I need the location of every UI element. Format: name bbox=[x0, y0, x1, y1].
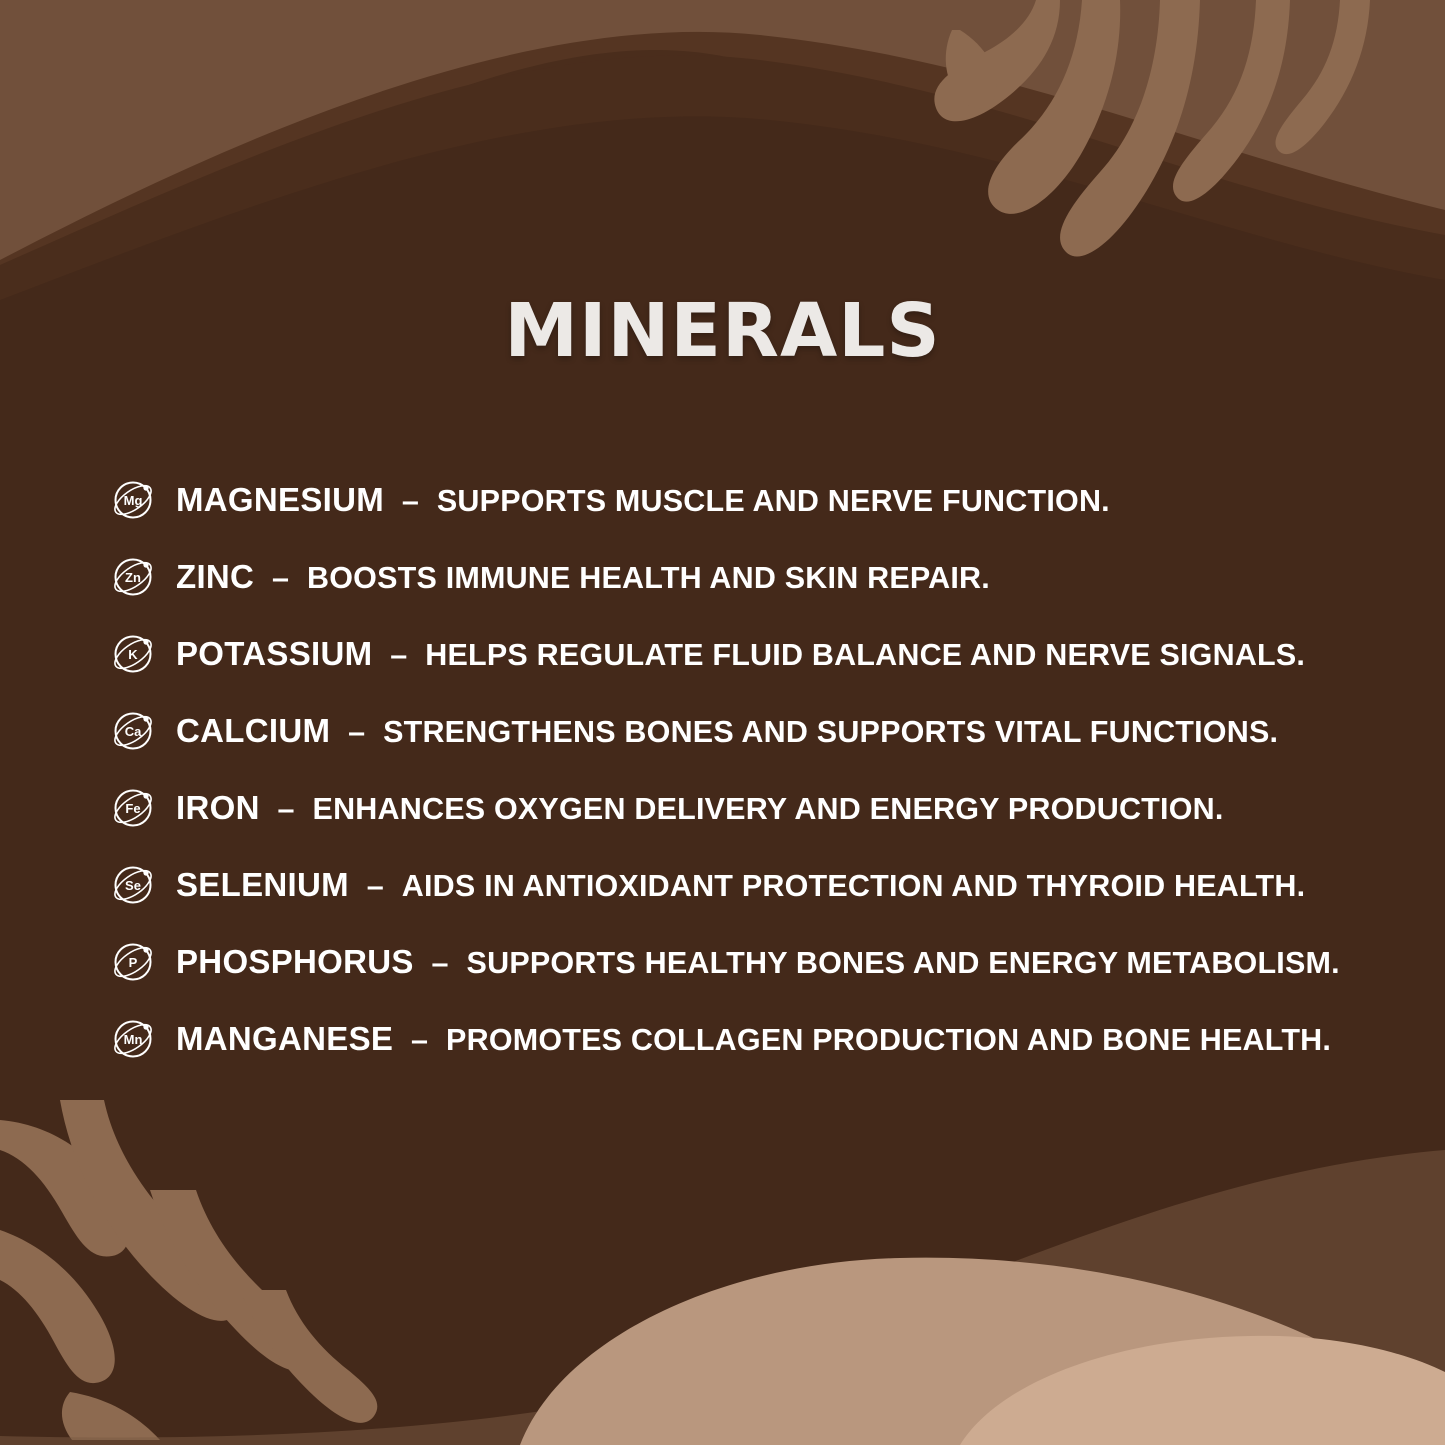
list-item bbox=[110, 770, 1375, 846]
list-item-text bbox=[176, 1020, 1331, 1058]
mineral-dash: – bbox=[390, 638, 408, 672]
mineral-description: STRENGTHENS BONES AND SUPPORTS VITAL FUNCTIONS. bbox=[383, 715, 1279, 749]
minerals-list bbox=[110, 462, 1375, 1078]
mineral-name: CALCIUM bbox=[176, 712, 331, 749]
list-item-text bbox=[176, 635, 1305, 673]
atom-icon-se bbox=[110, 862, 156, 908]
mineral-description: SUPPORTS HEALTHY BONES AND ENERGY METABOLISM. bbox=[466, 946, 1340, 980]
mineral-description: BOOSTS IMMUNE HEALTH AND SKIN REPAIR. bbox=[307, 561, 990, 595]
page-title: MINERALS bbox=[504, 288, 941, 374]
mineral-name: SELENIUM bbox=[176, 866, 349, 903]
list-item-text bbox=[176, 481, 1110, 519]
list-item bbox=[110, 693, 1375, 769]
mineral-description: AIDS IN ANTIOXIDANT PROTECTION AND THYROID HEALTH. bbox=[401, 869, 1306, 903]
mineral-dash: – bbox=[401, 484, 420, 518]
atom-icon-mn bbox=[110, 1016, 156, 1062]
atom-icon-p bbox=[110, 939, 156, 985]
mineral-dash: – bbox=[411, 1023, 429, 1057]
list-item-text bbox=[176, 943, 1340, 981]
mineral-name: ZINC bbox=[176, 558, 255, 595]
mineral-description: PROMOTES COLLAGEN PRODUCTION AND BONE HEALTH. bbox=[446, 1023, 1332, 1057]
list-item-text bbox=[176, 789, 1224, 827]
mineral-dash: – bbox=[366, 869, 384, 903]
atom-symbol: Zn bbox=[125, 570, 141, 585]
atom-icon-mg bbox=[110, 477, 156, 523]
mineral-name: MANGANESE bbox=[176, 1020, 394, 1057]
mineral-dash: – bbox=[272, 561, 290, 595]
mineral-name: PHOSPHORUS bbox=[176, 943, 414, 980]
mineral-dash: – bbox=[277, 792, 295, 826]
atom-icon-zn bbox=[110, 554, 156, 600]
atom-symbol: P bbox=[128, 955, 138, 970]
atom-symbol: K bbox=[128, 647, 138, 662]
list-item bbox=[110, 924, 1375, 1000]
mineral-description: HELPS REGULATE FLUID BALANCE AND NERVE SIGNALS. bbox=[425, 638, 1306, 672]
mineral-dash: – bbox=[348, 715, 366, 749]
list-item bbox=[110, 539, 1375, 615]
list-item-text bbox=[176, 558, 990, 596]
mineral-name: IRON bbox=[176, 789, 260, 826]
list-item bbox=[110, 1001, 1375, 1077]
list-item bbox=[110, 616, 1375, 692]
atom-icon-k bbox=[110, 631, 156, 677]
atom-icon-ca bbox=[110, 708, 156, 754]
list-item bbox=[110, 462, 1375, 538]
atom-symbol: Fe bbox=[125, 801, 141, 816]
list-item bbox=[110, 847, 1375, 923]
mineral-name: POTASSIUM bbox=[176, 635, 373, 672]
mineral-dash: – bbox=[431, 946, 449, 980]
mineral-description: SUPPORTS MUSCLE AND NERVE FUNCTION. bbox=[436, 484, 1110, 518]
atom-symbol: Se bbox=[125, 878, 141, 893]
mineral-name: MAGNESIUM bbox=[176, 481, 385, 518]
atom-icon-fe bbox=[110, 785, 156, 831]
mineral-description: ENHANCES OXYGEN DELIVERY AND ENERGY PRODUCTION. bbox=[312, 792, 1224, 826]
list-item-text bbox=[176, 866, 1305, 904]
list-item-text bbox=[176, 712, 1278, 750]
atom-symbol: Ca bbox=[124, 724, 142, 739]
atom-symbol: Mn bbox=[123, 1032, 143, 1047]
atom-symbol: Mg bbox=[123, 493, 143, 508]
